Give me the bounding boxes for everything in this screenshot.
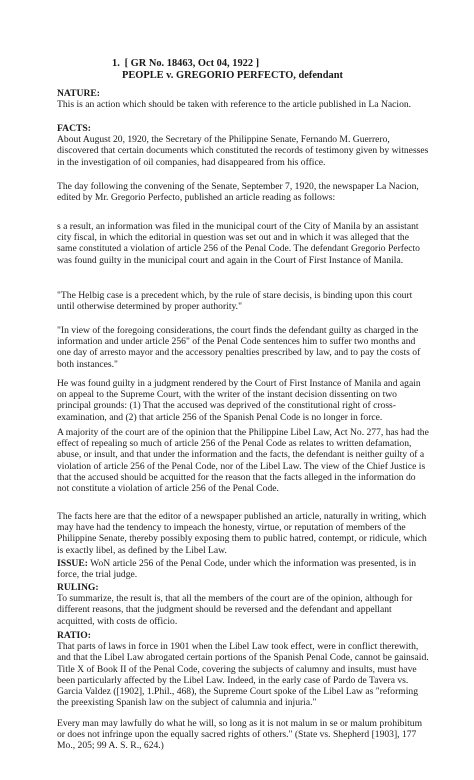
case-number: 1. [112, 58, 120, 69]
facts-section [57, 123, 429, 168]
case-citation-line [112, 58, 343, 70]
ruling-text: To summarize, the result is, that all the members of the court are of the opinion, although for different reasons, that the judgment should be reversed and the defendant and appellant acquitted, with costs de officio. [57, 593, 413, 627]
ratio-label: RATIO: [57, 630, 91, 641]
ratio-paragraph-2: Every man may lawfully do what he will, so long as it is not malum in se or malum prohibitum or does not infringe upon the equally sacred rights of others." (State vs. Shepherd [1903], 177 Mo., 205; 99 A. S. R., 624.) [57, 718, 423, 752]
case-header [112, 58, 343, 82]
ratio-section [57, 630, 429, 708]
issue-line [57, 558, 429, 580]
facts-paragraph-5: "In view of the foregoing considerations, the court finds the defendant guilty as charged in the information and under article 256" of the Penal Code sentences him to suffer two months and one day of arresto mayor and the accessory penalties prescribed by law, and to pay the costs of both instances." [57, 325, 421, 370]
case-parties: PEOPLE v. GREGORIO PERFECTO, defendant [122, 70, 343, 81]
nature-section [57, 88, 429, 110]
issue-section [57, 558, 429, 580]
nature-label: NATURE: [57, 88, 100, 99]
facts-label: FACTS: [57, 123, 91, 134]
facts-paragraph-8: The facts here are that the editor of a newspaper published an article, naturally in writing, which may have had the tendency to impeach the honesty, virtue, or reputation of members of the Philippine Senate, thereby possibly exposing them to public hatred, contempt, or ridicule, which is exactly libel, as defined by the Libel Law. [57, 511, 427, 556]
facts-paragraph-4: "The Helbig case is a precedent which, by the rule of stare decisis, is binding upon this court until otherwise determined by proper authority." [57, 290, 413, 313]
facts-paragraph-7: A majority of the court are of the opinion that the Philippine Libel Law, Act No. 277, has had the effect of repealing so much of article 256 of the Penal Code as relates to written defamation, abuse, or insult, and that under the information and the facts, the defendant is neither guilty of a violation of article 256 of the Penal Code, nor of the Libel Law. The view of the Chief Justice is that the accused should be acquitted for the reason that the facts alleged in the information do not constitute a violation of article 256 of the Penal Code. [57, 427, 429, 495]
facts-paragraph-3: s a result, an information was filed in the municipal court of the City of Manila by an assistant city fiscal, in which the editorial in question was set out and in which it was alleged that the same constituted a violation of article 256 of the Penal Code. The defendant Gregorio Perfecto was found guilty in the municipal court and again in the Court of First Instance of Manila. [57, 221, 420, 266]
ruling-label: RULING: [57, 582, 99, 593]
facts-paragraph-2: The day following the convening of the Senate, September 7, 1920, the newspaper La Nacion, edited by Mr. Gregorio Perfecto, published an article reading as follows: [57, 181, 419, 204]
case-citation: [ GR No. 18463, Oct 04, 1922 ] [124, 58, 260, 69]
issue-label: ISSUE: [57, 558, 88, 569]
ruling-section [57, 582, 429, 627]
facts-paragraph-6: He was found guilty in a judgment rendered by the Court of First Instance of Manila and again on appeal to the Supreme Court, with the writer of the instant decision dissenting on two principal grounds: (1) That the accused was deprived of the constitutional right of cross-examination, and (2) that article 256 of the Spanish Penal Code is no longer in force. [57, 378, 421, 423]
nature-text: This is an action which should be taken with reference to the article published in La Nacion. [57, 99, 412, 111]
issue-text: WoN article 256 of the Penal Code, under which the information was presented, is in force, the trial judge. [57, 558, 417, 581]
facts-paragraph-1: About August 20, 1920, the Secretary of the Philippine Senate, Fernando M. Guerrero, discovered that certain documents which constituted the records of testimony given by witnesses in the investigation of oil companies, had disappeared from his office. [57, 134, 429, 168]
ratio-paragraph-1: That parts of laws in force in 1901 when the Libel Law took effect, were in conflict therewith, and that the Libel Law abrogated certain portions of the Spanish Penal Code, cannot be gainsaid. Title X of Book II of the Penal Code, covering the subjects of calumny and insults, must have been particularly affected by the Libel Law. Indeed, in the early case of Pardo de Tavera vs. Garcia Valdez ([1902], 1.Phil., 468), the Supreme Court spoke of the Libel Law as "reforming the preexisting Spanish law on the subject of calumnia and injuria." [57, 641, 429, 709]
